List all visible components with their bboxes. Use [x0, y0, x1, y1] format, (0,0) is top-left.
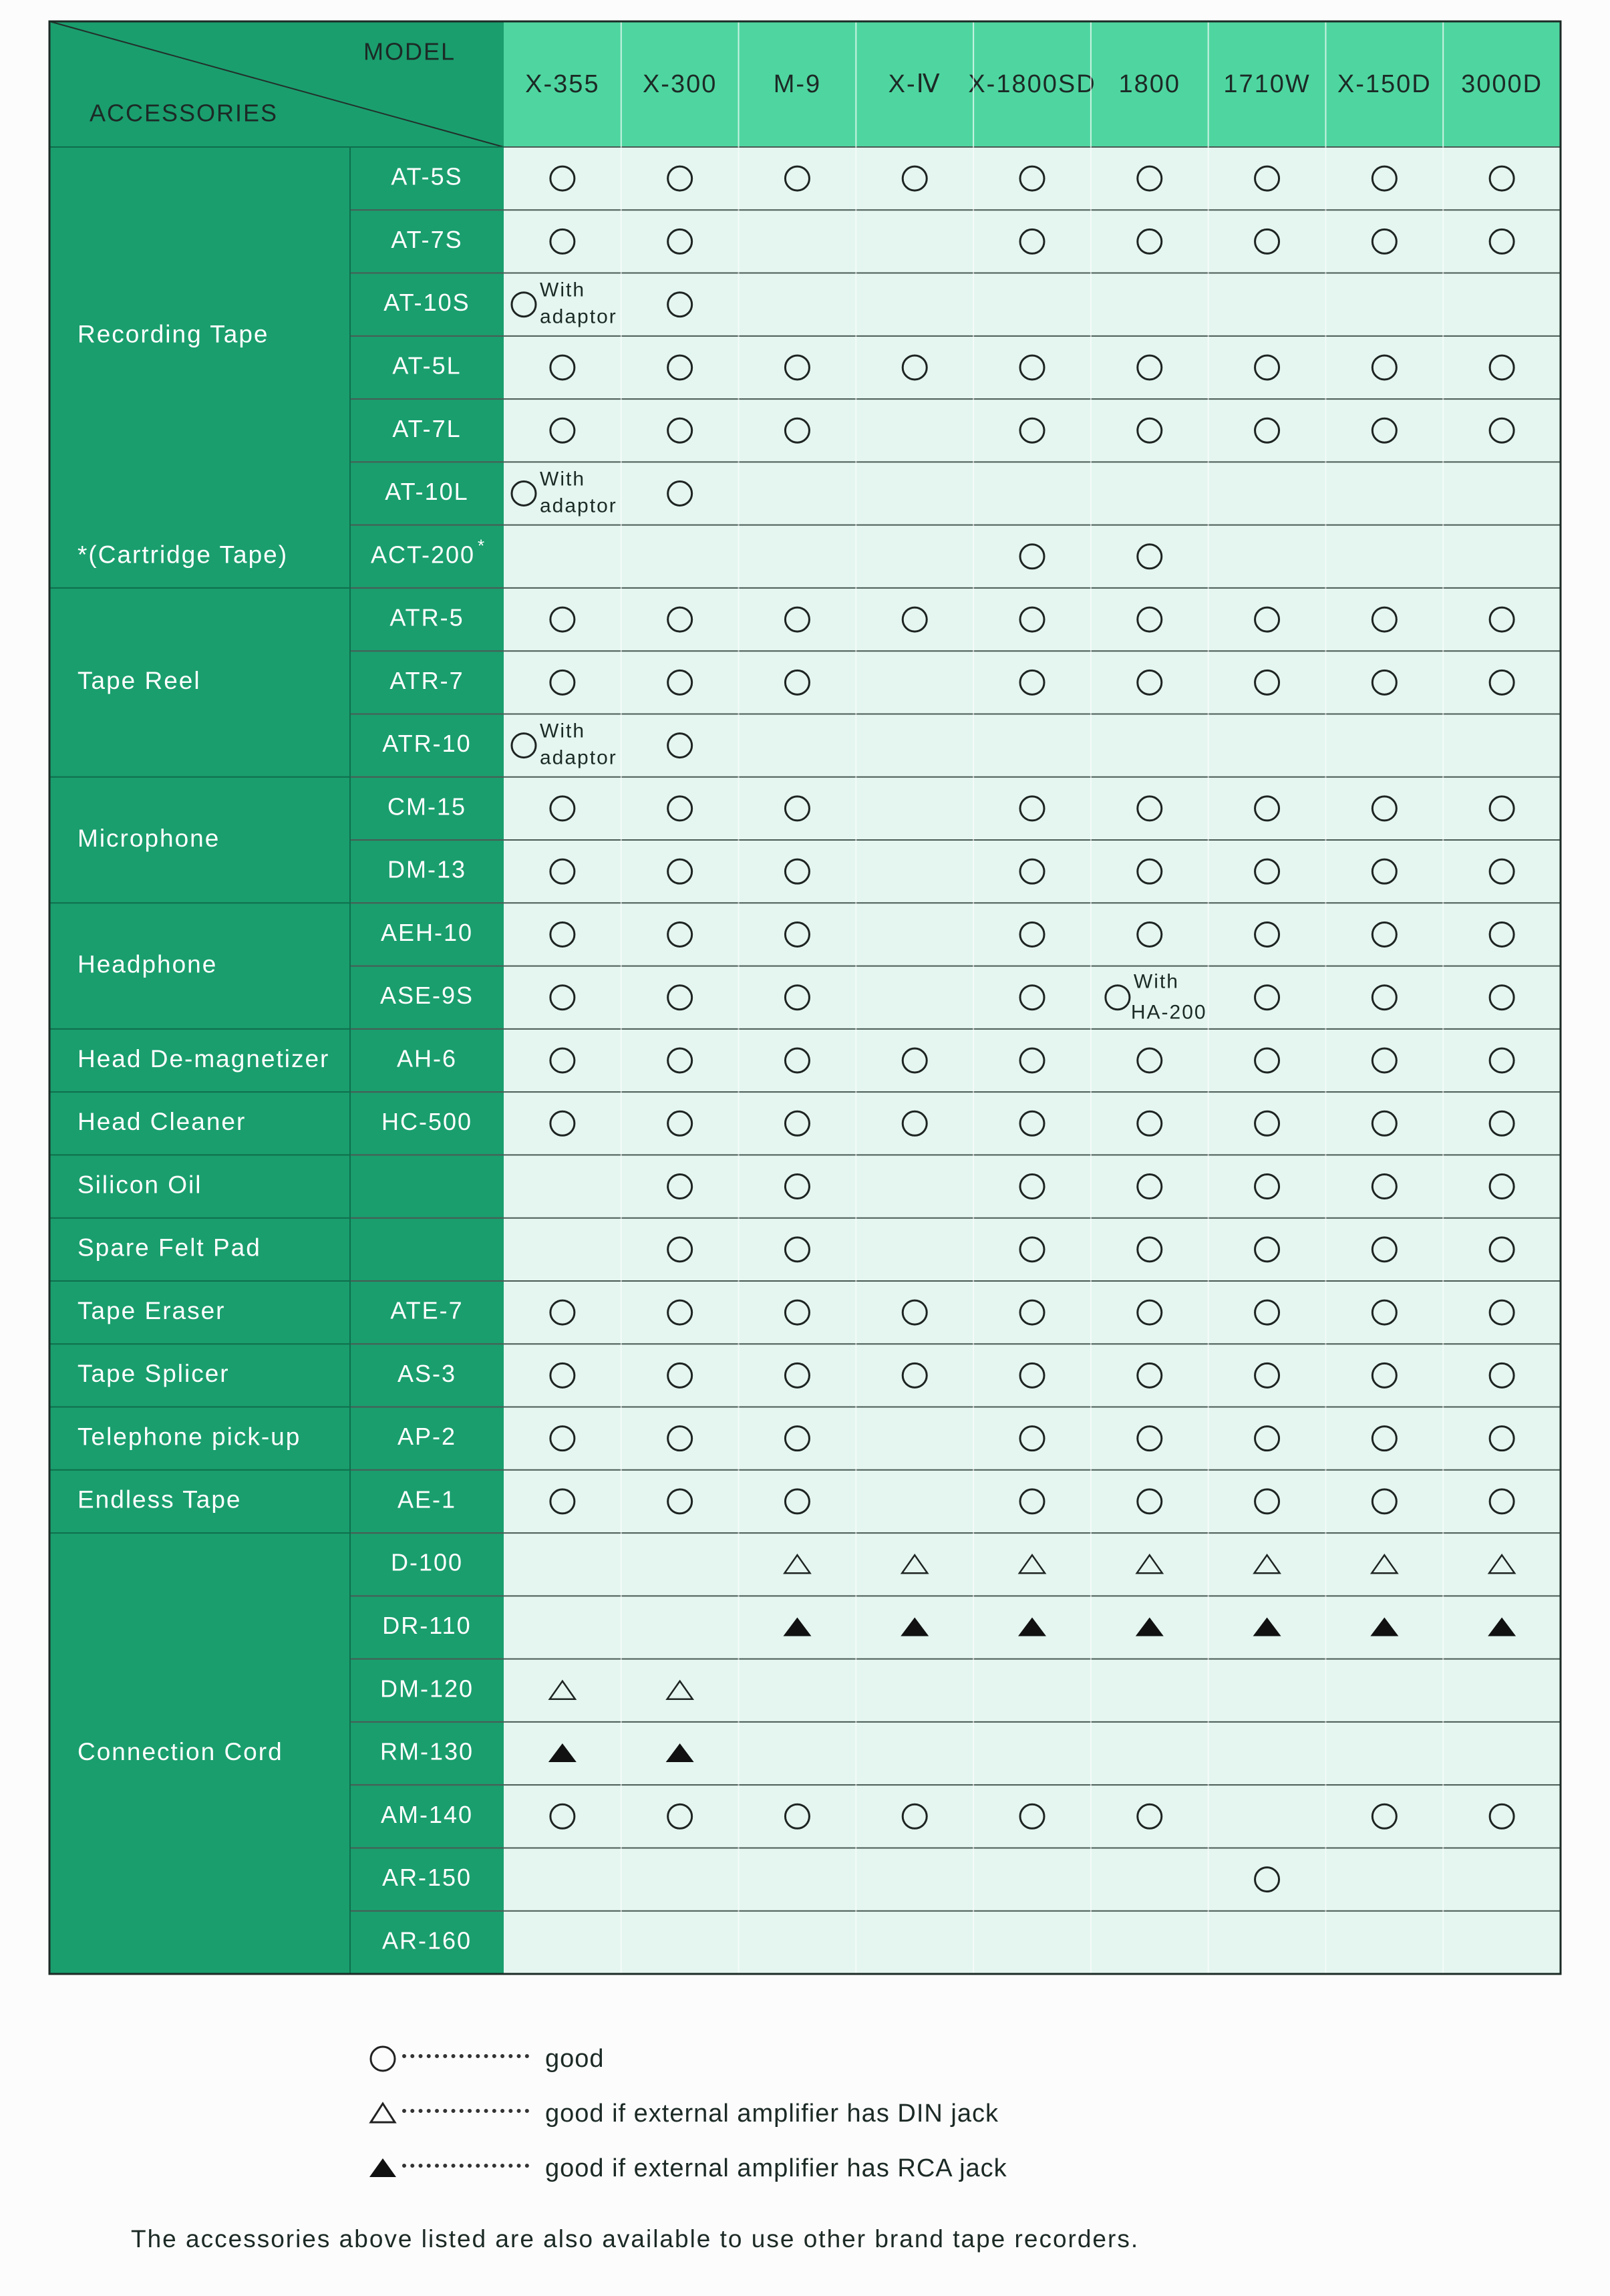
group-label: Headphone	[77, 950, 218, 978]
model-header: X-Ⅳ	[888, 70, 941, 99]
group-label: Head De-magnetizer	[77, 1044, 330, 1072]
model-label: MODEL	[363, 37, 456, 65]
adaptor-note: adaptor	[540, 305, 617, 328]
code-label: AP-2	[397, 1423, 457, 1451]
group-label: Silicon Oil	[77, 1171, 202, 1199]
legend	[367, 2031, 1007, 2196]
accessory-compatibility-table	[47, 19, 1563, 1977]
code-label: DR-110	[382, 1611, 472, 1639]
group-label: Tape Eraser	[77, 1296, 226, 1324]
legend-item-good	[367, 2031, 1007, 2086]
leader-dots	[402, 2054, 529, 2058]
legend-item-rca	[367, 2141, 1007, 2196]
code-label: AT-10S	[383, 289, 470, 317]
legend-text: good	[545, 2044, 605, 2073]
accessories-label: ACCESSORIES	[90, 99, 279, 127]
with-note: With	[540, 468, 585, 490]
model-header: M-9	[773, 70, 822, 99]
code-label: ASE-9S	[379, 982, 474, 1010]
model-header: 3000D	[1461, 70, 1543, 99]
model-header: X-300	[642, 70, 717, 99]
code-label: AE-1	[397, 1485, 457, 1514]
with-note: With	[540, 720, 585, 742]
leader-dots	[402, 2164, 529, 2168]
code-label: RM-130	[379, 1737, 474, 1765]
group-label: Microphone	[77, 824, 220, 852]
leader-dots	[402, 2109, 529, 2113]
code-label: DM-120	[379, 1675, 474, 1703]
asterisk: *	[478, 535, 486, 556]
model-header: 1800	[1118, 70, 1181, 99]
group-label: Connection Cord	[77, 1737, 283, 1765]
model-header: X-1800SD	[968, 70, 1096, 99]
body-bg	[504, 147, 1561, 1974]
code-label: DM-13	[387, 855, 467, 883]
code-label: ATR-5	[389, 603, 464, 631]
group-label: Tape Reel	[77, 667, 201, 695]
triangle-outline-icon	[367, 2098, 398, 2129]
code-label: ATE-7	[390, 1296, 464, 1324]
group-label: Endless Tape	[77, 1485, 242, 1514]
code-label: ACT-200	[370, 541, 476, 569]
adaptor-note: adaptor	[540, 494, 617, 517]
footnote: The accessories above listed are also available to use other brand tape recorders.	[131, 2225, 1140, 2253]
ha200-note: HA-200	[1130, 1001, 1207, 1024]
code-label: AT-7S	[391, 225, 463, 253]
model-header: 1710W	[1223, 70, 1311, 99]
with-note: With	[540, 279, 585, 301]
code-label: ATR-10	[382, 730, 472, 758]
legend-text: good if external amplifier has RCA jack	[545, 2154, 1007, 2182]
triangle-filled-icon	[367, 2153, 398, 2184]
model-header: X-150D	[1337, 70, 1432, 99]
circle-icon	[367, 2043, 398, 2074]
code-label: AR-150	[381, 1864, 472, 1892]
group-label: Spare Felt Pad	[77, 1234, 261, 1262]
code-label: AT-10L	[385, 478, 469, 506]
code-label: AS-3	[397, 1359, 457, 1387]
code-label: ATR-7	[389, 666, 464, 694]
legend-text: good if external amplifier has DIN jack	[545, 2099, 999, 2128]
model-header: X-355	[525, 70, 600, 99]
code-label: AH-6	[396, 1044, 458, 1072]
code-label: AM-140	[380, 1800, 474, 1828]
legend-item-din	[367, 2086, 1007, 2141]
group-label: *(Cartridge Tape)	[77, 541, 289, 569]
code-label: CM-15	[387, 793, 467, 821]
code-label: AT-5S	[391, 162, 463, 190]
group-label: Tape Splicer	[77, 1360, 230, 1388]
adaptor-note: adaptor	[540, 746, 617, 769]
with-note: With	[1133, 970, 1179, 993]
code-label: D-100	[390, 1548, 464, 1576]
group-label: Recording Tape	[77, 320, 269, 348]
code-label: AT-7L	[392, 414, 462, 442]
code-label: AT-5L	[392, 351, 462, 380]
code-label: AR-160	[381, 1926, 472, 1955]
code-label: AEH-10	[380, 918, 474, 946]
code-label: HC-500	[381, 1107, 473, 1135]
group-label: Telephone pick-up	[77, 1423, 301, 1451]
group-label: Head Cleaner	[77, 1108, 247, 1136]
